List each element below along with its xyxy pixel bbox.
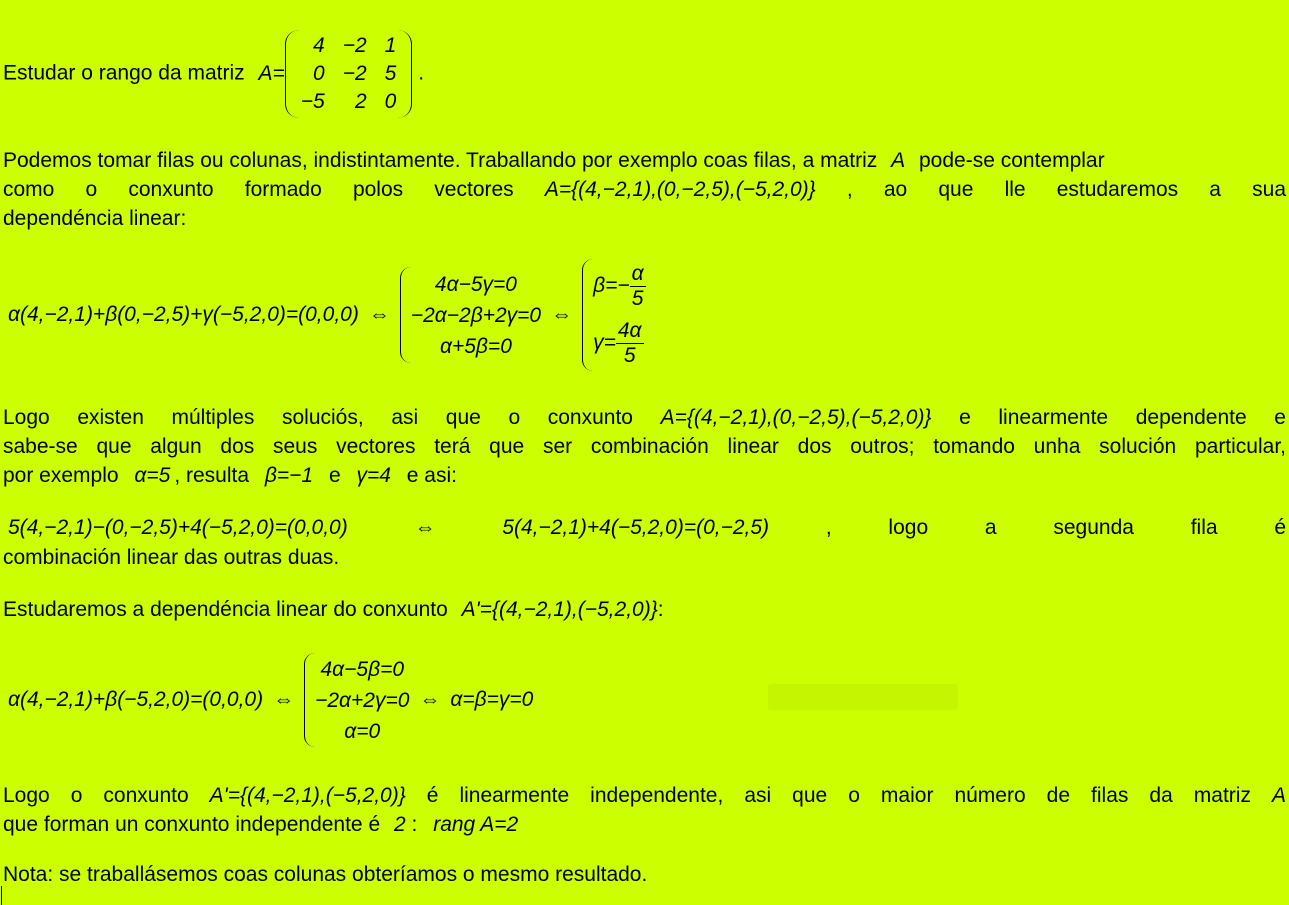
iff-symbol: ⇔: [368, 303, 390, 326]
system-brace-2: [304, 653, 315, 747]
system-2: 4α−5β=0 −2α+2γ=0 α=0: [315, 657, 410, 743]
solution-brace: [582, 259, 593, 371]
linear-combination: α(4,−2,1)+β(0,−2,5)+γ(−5,2,0)=(0,0,0): [8, 303, 359, 326]
intro-period: .: [418, 61, 425, 85]
faint-highlight: [768, 684, 958, 710]
solution-1: β=− $\frac{\alpha}{5}$ γ= $\frac{4\alpha}{5}$: [593, 262, 644, 367]
paragraph-4: Logo o conxunto A'={(4,−2,1),(−5,2,0)} é linearmente independente, asi que o maior número de filas da matriz A que forman un conxunto independente é 2 : rang A=2: [3, 784, 1286, 836]
vector-set-a: A={(4,−2,1),(0,−2,5),(−5,2,0)}: [544, 178, 816, 201]
equation-1: [8, 255, 646, 375]
equation-3: α(4,−2,1)+β(−5,2,0)=(0,0,0) ⇔ 4α−5β=0 −2α+2γ=0 α=0 ⇔ α=β=γ=0: [8, 650, 533, 750]
intro-text: Estudar o rango da matriz: [3, 61, 245, 85]
iff-symbol-2: ⇔: [551, 303, 573, 326]
trivial-solution: α=β=γ=0: [450, 688, 534, 711]
intro-line: [3, 30, 424, 118]
matrix-name: A=: [258, 61, 285, 85]
vector-set-a-2: A={(4,−2,1),(0,−2,5),(−5,2,0)}: [660, 406, 932, 429]
note-line: Nota: se traballásemos coas colunas obteríamos o mesmo resultado.: [3, 863, 648, 886]
paragraph-1: Podemos tomar filas ou colunas, indistintamente. Traballando por exemplo coas filas, a matriz A pode-se contemplar como o conxunto formado polos vectores A={(4,−2,1),(0,−2,5),(−5,2,0)} , ao que lle estudaremos a sua dependéncia linear:: [3, 149, 1286, 230]
system-brace: [400, 267, 411, 363]
text-cursor: [1, 886, 2, 905]
equation-2: 5(4,−2,1)−(0,−2,5)+4(−5,2,0)=(0,0,0) ⇔ 5(4,−2,1)+4(−5,2,0)=(0,−2,5) , logo a segunda fila é combinación linear das outras duas.: [3, 516, 1286, 569]
system-1: 4α−5γ=0 −2α−2β+2γ=0 α+5β=0: [410, 272, 542, 358]
matrix-a: 4 −2 1 0 −2 5 −5 2 0: [285, 30, 413, 118]
paragraph-3: Estudaremos a dependéncia linear do conxunto A'={(4,−2,1),(−5,2,0)}:: [3, 598, 664, 621]
paragraph-2: Logo existen múltiples soluciós, asi que o conxunto A={(4,−2,1),(0,−2,5),(−5,2,0)} e linearmente dependente e sabe-se que algun dos seus vectores terá que ser combinación linear dos outros; tomando unha solución particular, por exemplo α=5 , resulta β=−1 e γ=4 e asi:: [3, 406, 1286, 487]
